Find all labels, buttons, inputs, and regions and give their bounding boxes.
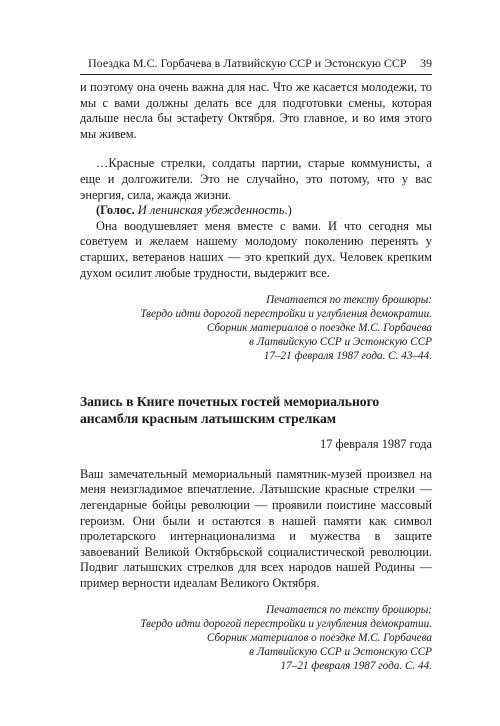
voice-close: .) xyxy=(284,203,292,218)
source-note-1 xyxy=(80,293,432,363)
page-number: 39 xyxy=(420,56,432,70)
source-line: Твердо идти дорогой перестройки и углубления демократии. xyxy=(140,618,432,631)
source-line: в Латвийскую ССР и Эстонскую ССР xyxy=(249,336,432,349)
speech-paragraph-3: Она воодушевляет меня вместе с вами. И что сегодня мы советуем и желаем нашему молодому поколению перенять у старших, ветеранов наших — это крепкий дух. Человек крепким духом осилит любые трудности, выдержит все. xyxy=(80,218,432,280)
voice-text: И ленинская убежденность xyxy=(134,203,285,218)
source-note-2 xyxy=(80,603,432,673)
source-line: 17–21 февраля 1987 года. С. 43–44. xyxy=(263,350,432,363)
voice-label: (Голос. xyxy=(96,203,135,218)
voice-remark xyxy=(80,203,432,219)
source-line: Печатается по тексту брошюры: xyxy=(266,294,432,307)
running-header-title: Поездка М.С. Горбачева в Латвийскую ССР и Эстонскую ССР xyxy=(88,56,407,70)
guestbook-entry: Ваш замечательный мемориальный памятник-музей произвел на меня неизгладимое впечатление. Латышские красные стрелки — легендарные бойцы революции — проявили поистине массовый героизм. Они были и остаются в нашей памяти как символ пролетарского интернационализма и мужества в защите завоеваний Великой Октябрьской социалистической революции. Подвиг латышских стрелков для всех народов нашей Родины — пример верности идеалам Великого Октября. xyxy=(80,466,432,590)
speech-paragraph-1: и поэтому она очень важна для нас. Что же касается молодежи, то мы с вами должны делать все для подготовки смены, которая дальше несла бы эстафету Октября. Это главное, и во имя этого мы живем. xyxy=(80,80,432,141)
source-line: Печатается по тексту брошюры: xyxy=(266,604,432,617)
source-line: Сборник материалов о поездке М.С. Горбачева xyxy=(206,632,432,645)
source-line: 17–21 февраля 1987 года. С. 44. xyxy=(280,660,432,673)
source-line: Твердо идти дорогой перестройки и углубления демократии. xyxy=(140,308,432,321)
source-line: в Латвийскую ССР и Эстонскую ССР xyxy=(249,646,432,659)
source-line: Сборник материалов о поездке М.С. Горбачева xyxy=(206,322,432,335)
header-rule xyxy=(80,74,432,75)
section-date: 17 февраля 1987 года xyxy=(320,437,432,452)
paragraph-gap xyxy=(80,142,432,156)
page-body xyxy=(80,80,432,673)
paragraph-gap xyxy=(80,453,432,467)
section-title: Запись в Книге почетных гостей мемориального ансамбля красным латышским стрелкам xyxy=(80,394,380,427)
speech-paragraph-2: …Красные стрелки, солдаты партии, старые коммунисты, а еще и долгожители. Это не случайно, это потому, что у вас энергия, сила, жажда жизни. xyxy=(80,156,432,202)
running-header xyxy=(80,55,432,73)
